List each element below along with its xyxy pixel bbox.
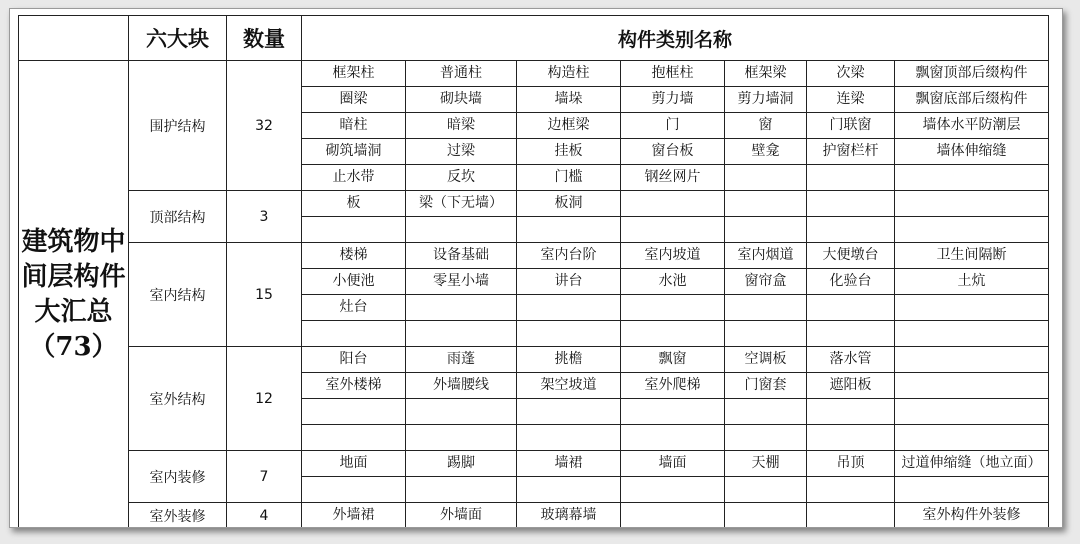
component-cell[interactable]: 普通柱 [406, 61, 517, 87]
component-cell[interactable] [621, 477, 725, 503]
component-cell[interactable]: 砌块墙 [406, 87, 517, 113]
component-cell[interactable]: 卫生间隔断 [895, 243, 1049, 269]
component-cell[interactable] [406, 295, 517, 321]
component-summary-table [18, 15, 1049, 528]
component-cell[interactable] [621, 503, 725, 529]
component-cell[interactable]: 边框梁 [517, 113, 621, 139]
component-cell[interactable]: 楼梯 [302, 243, 406, 269]
component-cell[interactable]: 圈梁 [302, 87, 406, 113]
component-cell[interactable] [895, 373, 1049, 399]
component-cell[interactable] [406, 321, 517, 347]
component-cell[interactable] [807, 399, 895, 425]
component-cell[interactable]: 窗帘盒 [725, 269, 807, 295]
component-cell[interactable]: 飘窗顶部后缀构件 [895, 61, 1049, 87]
component-cell[interactable]: 地面 [302, 451, 406, 477]
component-cell[interactable] [725, 321, 807, 347]
component-cell[interactable]: 门窗套 [725, 373, 807, 399]
component-cell[interactable] [517, 217, 621, 243]
component-cell[interactable]: 窗 [725, 113, 807, 139]
component-cell[interactable] [725, 399, 807, 425]
group-name-cell[interactable]: 室内结构 [129, 243, 227, 347]
component-cell[interactable]: 室外构件外装修 [895, 503, 1049, 529]
component-cell[interactable] [895, 321, 1049, 347]
component-cell[interactable]: 暗梁 [406, 113, 517, 139]
component-cell[interactable]: 钢丝网片 [621, 165, 725, 191]
component-cell[interactable] [621, 321, 725, 347]
component-cell[interactable] [895, 165, 1049, 191]
component-cell[interactable] [517, 425, 621, 451]
component-cell[interactable]: 门联窗 [807, 113, 895, 139]
component-cell[interactable]: 连梁 [807, 87, 895, 113]
component-cell[interactable] [725, 425, 807, 451]
component-cell[interactable]: 次梁 [807, 61, 895, 87]
group-count-cell[interactable]: 4 [227, 503, 302, 529]
component-cell[interactable]: 剪力墙洞 [725, 87, 807, 113]
component-cell[interactable]: 小便池 [302, 269, 406, 295]
component-cell[interactable] [621, 425, 725, 451]
header-row [19, 16, 1049, 61]
component-cell[interactable]: 室内坡道 [621, 243, 725, 269]
component-cell[interactable]: 阳台 [302, 347, 406, 373]
component-cell[interactable] [895, 347, 1049, 373]
component-cell[interactable]: 遮阳板 [807, 373, 895, 399]
component-cell[interactable] [406, 477, 517, 503]
spreadsheet-frame [9, 8, 1063, 528]
group-count-cell[interactable]: 15 [227, 243, 302, 347]
component-cell[interactable]: 水池 [621, 269, 725, 295]
component-cell[interactable] [807, 191, 895, 217]
component-cell[interactable]: 空调板 [725, 347, 807, 373]
component-cell[interactable]: 板 [302, 191, 406, 217]
component-cell[interactable]: 墙垛 [517, 87, 621, 113]
component-cell[interactable] [807, 165, 895, 191]
component-cell[interactable] [621, 191, 725, 217]
group-count-cell[interactable]: 3 [227, 191, 302, 243]
component-cell[interactable]: 零星小墙 [406, 269, 517, 295]
component-cell[interactable]: 过道伸缩缝（地立面） [895, 451, 1049, 477]
component-cell[interactable]: 墙面 [621, 451, 725, 477]
table-row [19, 243, 1049, 269]
component-cell[interactable]: 室内台阶 [517, 243, 621, 269]
component-cell[interactable]: 吊顶 [807, 451, 895, 477]
component-cell[interactable]: 壁龛 [725, 139, 807, 165]
component-cell[interactable]: 天棚 [725, 451, 807, 477]
component-cell[interactable]: 外墙裙 [302, 503, 406, 529]
component-cell[interactable] [807, 477, 895, 503]
table-row [19, 191, 1049, 217]
component-cell[interactable] [725, 503, 807, 529]
component-cell[interactable] [895, 477, 1049, 503]
header-category-names[interactable]: 构件类别名称 [302, 16, 1049, 61]
component-cell[interactable] [725, 217, 807, 243]
component-cell[interactable] [517, 399, 621, 425]
group-name-cell[interactable]: 顶部结构 [129, 191, 227, 243]
header-corner-cell[interactable] [19, 16, 129, 61]
group-count-cell[interactable]: 32 [227, 61, 302, 191]
component-cell[interactable]: 护窗栏杆 [807, 139, 895, 165]
component-cell[interactable]: 玻璃幕墙 [517, 503, 621, 529]
table-row [19, 61, 1049, 87]
component-cell[interactable] [302, 399, 406, 425]
component-cell[interactable]: 构造柱 [517, 61, 621, 87]
component-cell[interactable] [807, 217, 895, 243]
table-row [19, 503, 1049, 529]
component-cell[interactable]: 暗柱 [302, 113, 406, 139]
component-cell[interactable] [302, 321, 406, 347]
group-count-cell[interactable]: 12 [227, 347, 302, 451]
component-cell[interactable] [302, 425, 406, 451]
component-cell[interactable] [895, 191, 1049, 217]
component-cell[interactable]: 窗台板 [621, 139, 725, 165]
component-cell[interactable]: 设备基础 [406, 243, 517, 269]
component-cell[interactable] [725, 295, 807, 321]
table-row [19, 451, 1049, 477]
component-cell[interactable]: 墙体伸缩缝 [895, 139, 1049, 165]
header-quantity[interactable]: 数量 [227, 16, 302, 61]
component-cell[interactable] [725, 165, 807, 191]
component-cell[interactable]: 梁（下无墙） [406, 191, 517, 217]
component-cell[interactable]: 化验台 [807, 269, 895, 295]
group-count-cell[interactable]: 7 [227, 451, 302, 503]
component-cell[interactable]: 外墙面 [406, 503, 517, 529]
component-cell[interactable] [807, 295, 895, 321]
component-cell[interactable] [621, 217, 725, 243]
component-cell[interactable] [895, 425, 1049, 451]
component-cell[interactable]: 砌筑墙洞 [302, 139, 406, 165]
component-cell[interactable] [517, 477, 621, 503]
component-cell[interactable]: 土炕 [895, 269, 1049, 295]
component-cell[interactable]: 挑檐 [517, 347, 621, 373]
component-cell[interactable]: 门槛 [517, 165, 621, 191]
component-cell[interactable]: 大便墩台 [807, 243, 895, 269]
component-cell[interactable]: 过梁 [406, 139, 517, 165]
component-cell[interactable] [807, 321, 895, 347]
component-cell[interactable]: 板洞 [517, 191, 621, 217]
component-cell[interactable] [895, 217, 1049, 243]
component-cell[interactable] [517, 321, 621, 347]
component-cell[interactable]: 室外楼梯 [302, 373, 406, 399]
component-cell[interactable] [725, 477, 807, 503]
group-name-cell[interactable]: 室外装修 [129, 503, 227, 529]
component-cell[interactable]: 讲台 [517, 269, 621, 295]
component-cell[interactable] [406, 425, 517, 451]
component-cell[interactable] [406, 217, 517, 243]
component-cell[interactable] [621, 399, 725, 425]
component-cell[interactable]: 外墙腰线 [406, 373, 517, 399]
component-cell[interactable]: 框架梁 [725, 61, 807, 87]
component-cell[interactable] [302, 477, 406, 503]
component-cell[interactable]: 止水带 [302, 165, 406, 191]
component-cell[interactable] [517, 295, 621, 321]
component-cell[interactable] [725, 191, 807, 217]
component-cell[interactable]: 架空坡道 [517, 373, 621, 399]
summary-title-cell[interactable]: 建筑物中间层构件大汇总（73） [19, 61, 129, 529]
group-name-cell[interactable]: 室内装修 [129, 451, 227, 503]
group-name-cell[interactable]: 室外结构 [129, 347, 227, 451]
component-cell[interactable]: 室内烟道 [725, 243, 807, 269]
component-cell[interactable]: 框架柱 [302, 61, 406, 87]
component-cell[interactable]: 挂板 [517, 139, 621, 165]
component-cell[interactable] [895, 295, 1049, 321]
component-cell[interactable]: 飘窗底部后缀构件 [895, 87, 1049, 113]
header-six-blocks[interactable]: 六大块 [129, 16, 227, 61]
component-cell[interactable] [807, 425, 895, 451]
table-row [19, 347, 1049, 373]
component-cell[interactable] [406, 399, 517, 425]
component-cell[interactable] [807, 503, 895, 529]
component-cell[interactable]: 飘窗 [621, 347, 725, 373]
component-cell[interactable]: 室外爬梯 [621, 373, 725, 399]
component-cell[interactable]: 墙体水平防潮层 [895, 113, 1049, 139]
component-cell[interactable]: 灶台 [302, 295, 406, 321]
component-cell[interactable] [302, 217, 406, 243]
component-cell[interactable]: 门 [621, 113, 725, 139]
component-cell[interactable] [621, 295, 725, 321]
component-cell[interactable]: 墙裙 [517, 451, 621, 477]
component-cell[interactable]: 剪力墙 [621, 87, 725, 113]
component-cell[interactable]: 踢脚 [406, 451, 517, 477]
group-name-cell[interactable]: 围护结构 [129, 61, 227, 191]
component-cell[interactable]: 雨蓬 [406, 347, 517, 373]
component-cell[interactable]: 抱框柱 [621, 61, 725, 87]
component-cell[interactable]: 落水管 [807, 347, 895, 373]
component-cell[interactable] [895, 399, 1049, 425]
component-cell[interactable]: 反坎 [406, 165, 517, 191]
